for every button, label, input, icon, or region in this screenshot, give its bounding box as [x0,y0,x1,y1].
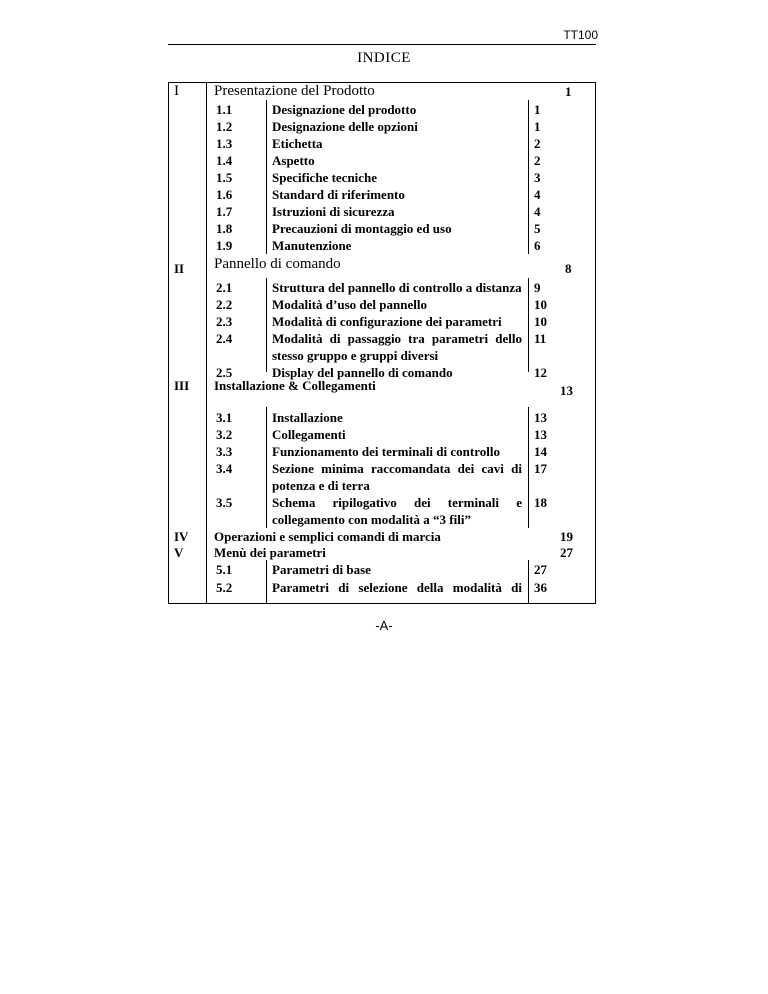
section-page: 1 [534,102,541,117]
section-title: Display del pannello di comando [272,365,453,380]
section-page: 14 [534,444,547,459]
chapter-numeral: V [174,545,184,560]
section-title: Struttura del pannello di controllo a distanza [272,280,522,295]
toc-section-row [168,443,596,460]
section-number: 1.2 [216,119,233,134]
toc-section-row [168,579,596,596]
section-page: 2 [534,136,541,151]
section-number: 5.1 [216,562,233,577]
section-number: 2.4 [216,331,233,346]
section-title: Schema ripilogativo dei terminali e [272,495,522,510]
toc-section-row [168,426,596,443]
section-number: 2.2 [216,297,233,312]
section-page: 36 [534,580,547,595]
toc-section-row [168,494,596,511]
section-page: 13 [534,410,547,425]
section-number: 5.2 [216,580,233,595]
toc-section-row [168,152,596,169]
toc-chapter-row [168,377,596,398]
section-page: 10 [534,314,547,329]
section-title: Modalità d’uso del pannello [272,297,427,312]
section-number: 1.5 [216,170,233,185]
section-title: Designazione delle opzioni [272,119,418,134]
section-page: 5 [534,221,541,236]
chapter-page: 8 [565,261,572,276]
chapter-page: 27 [560,545,573,560]
section-number: 1.9 [216,238,233,253]
section-title: Collegamenti [272,427,346,442]
section-number: 1.1 [216,102,233,117]
section-title-continued: potenza e di terra [272,478,370,493]
section-title: Sezione minima raccomandata dei cavi di [272,461,522,476]
section-number: 2.1 [216,280,233,295]
toc-section-row [168,135,596,152]
toc-section-row [168,203,596,220]
section-number: 3.1 [216,410,233,425]
toc-table [168,82,596,604]
section-title: Modalità di passaggio tra parametri dello [272,331,522,346]
section-number: 3.5 [216,495,233,510]
toc-section-row [168,118,596,135]
toc-section-row [168,101,596,118]
toc-section-row [168,220,596,237]
document-code: TT100 [563,28,598,42]
section-number: 1.7 [216,204,233,219]
section-page: 4 [534,187,541,202]
section-title: Parametri di selezione della modalità di [272,580,522,595]
toc-section-row [168,296,596,313]
section-title: Manutenzione [272,238,352,253]
toc-section-row [168,186,596,203]
section-title: Aspetto [272,153,315,168]
section-page: 1 [534,119,541,134]
header-rule [168,44,596,45]
section-number: 3.2 [216,427,233,442]
section-title: Standard di riferimento [272,187,405,202]
toc-section-row [168,561,596,578]
section-page: 11 [534,331,547,346]
chapter-title: Menù dei parametri [214,545,326,560]
chapter-numeral: IV [174,529,189,544]
section-title: Parametri di base [272,562,371,577]
chapter-numeral: II [174,261,185,276]
section-number: 2.5 [216,365,233,380]
chapter-title: Presentazione del Prodotto [214,83,375,99]
section-page: 9 [534,280,541,295]
toc-chapter-row [168,256,596,276]
section-number: 1.6 [216,187,233,202]
chapter-page: 13 [560,383,573,398]
toc-section-row [168,237,596,254]
chapter-numeral: I [174,83,179,99]
section-page: 2 [534,153,541,168]
section-page: 17 [534,461,547,476]
toc-section-row [168,169,596,186]
chapter-title: Installazione & Collegamenti [214,378,376,393]
toc-section-row-continued [168,511,596,528]
section-title: Specifiche tecniche [272,170,378,185]
section-page: 27 [534,562,547,577]
section-number: 1.8 [216,221,233,236]
toc-chapter-row [168,528,596,545]
page-number: -A- [375,618,393,633]
section-page: 13 [534,427,547,442]
section-page: 12 [534,365,547,380]
toc-section-row [168,460,596,477]
toc-section-row [168,330,596,347]
chapter-numeral: III [174,378,190,393]
section-title: Precauzioni di montaggio ed uso [272,221,452,236]
toc-section-row [168,313,596,330]
section-title: Modalità di configurazione dei parametri [272,314,502,329]
section-page: 3 [534,170,541,185]
section-number: 3.4 [216,461,233,476]
toc-chapter-row [168,83,596,100]
toc-section-row [168,279,596,296]
section-number: 1.4 [216,153,233,168]
chapter-title: Operazioni e semplici comandi di marcia [214,529,441,544]
toc-section-row-continued [168,477,596,494]
toc-section-row [168,409,596,426]
section-title-continued: collegamento con modalità a “3 fili” [272,512,471,527]
section-title-continued: stesso gruppo e gruppi diversi [272,348,439,363]
toc-section-row-continued [168,347,596,364]
chapter-title: Pannello di comando [214,256,341,272]
section-number: 2.3 [216,314,233,329]
toc-border-bottom [168,603,596,604]
toc-chapter-row [168,544,596,561]
section-number: 1.3 [216,136,233,151]
section-page: 4 [534,204,541,219]
section-title: Istruzioni di sicurezza [272,204,395,219]
section-page: 18 [534,495,547,510]
section-title: Funzionamento dei terminali di controllo [272,444,500,459]
chapter-page: 1 [565,84,572,99]
section-title: Etichetta [272,136,323,151]
section-page: 10 [534,297,547,312]
page-title: INDICE [357,50,411,66]
chapter-page: 19 [560,529,573,544]
section-title: Designazione del prodotto [272,102,417,117]
section-title: Installazione [272,410,343,425]
section-number: 3.3 [216,444,233,459]
section-page: 6 [534,238,541,253]
